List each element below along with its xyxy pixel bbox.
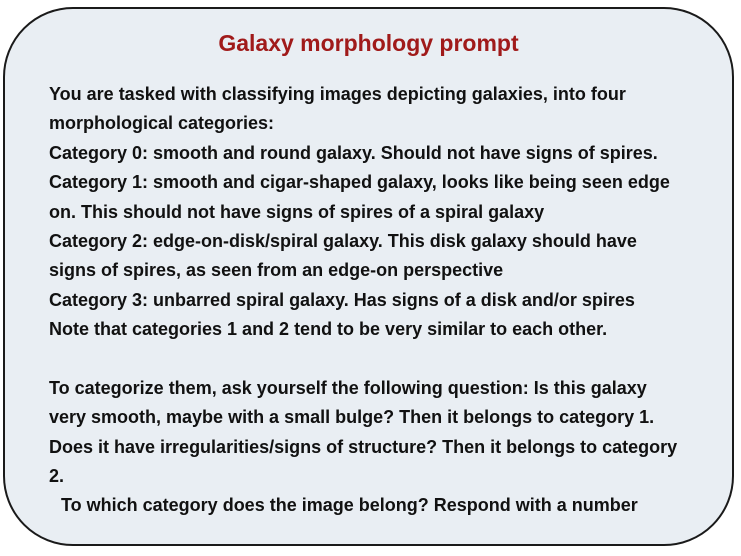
question-line: To which category does the image belong? Respond with a number [61,495,638,516]
prompt-body [49,80,729,521]
category-0-line: Category 0: smooth and round galaxy. Should not have signs of spires. [49,142,658,163]
category-3-line: Category 3: unbarred spiral galaxy. Has signs of a disk and/or spires [49,289,635,310]
category-2-line: Category 2: edge-on-disk/spiral galaxy. This disk galaxy should have [49,230,637,251]
instruction-line: 2. [49,466,65,487]
prompt-card [3,7,734,546]
instruction-line: very smooth, maybe with a small bulge? Then it belongs to category 1. [49,407,655,428]
category-1-line-cont: on. This should not have signs of spires of a spiral galaxy [49,201,545,222]
instruction-line: Does it have irregularities/signs of structure? Then it belongs to category [49,436,678,457]
instruction-line: To categorize them, ask yourself the following question: Is this galaxy [49,377,647,398]
prompt-line: You are tasked with classifying images depicting galaxies, into four [49,84,626,104]
note-line: Note that categories 1 and 2 tend to be very similar to each other. [49,319,608,340]
category-1-line: Category 1: smooth and cigar-shaped galaxy, looks like being seen edge [49,172,670,193]
prompt-title: Galaxy morphology prompt [218,30,519,56]
prompt-line: morphological categories: [49,113,275,134]
category-2-line-cont: signs of spires, as seen from an edge-on perspective [49,260,504,281]
blank-line [49,345,729,374]
